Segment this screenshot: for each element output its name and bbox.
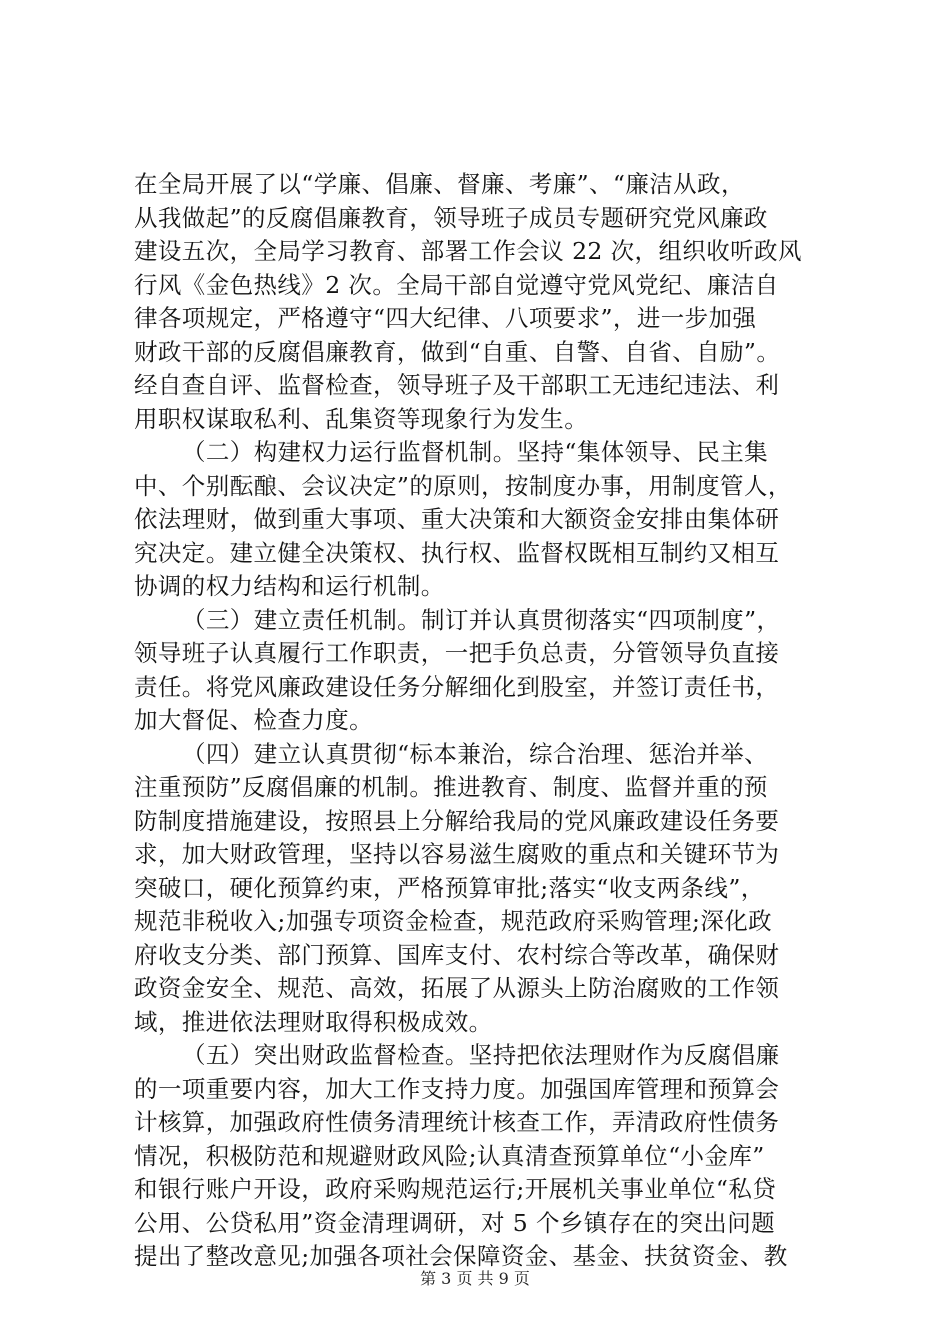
text-line: 突破口，硬化预算约束，严格预算审批;落实“收支两条线”， (134, 873, 765, 902)
text-line: 从我做起”的反腐倡廉教育，领导班子成员专题研究党风廉政 (134, 203, 768, 232)
text-line: 的一项重要内容，加大工作支持力度。加强国库管理和预算会 (134, 1074, 780, 1103)
text-line: 究决定。建立健全决策权、执行权、监督权既相互制约又相互 (134, 538, 780, 567)
paragraph-first-line: （四）建立认真贯彻“标本兼治，综合治理、惩治并举、 (182, 739, 769, 768)
text-line: 中、个别酝酿、会议决定”的原则，按制度办事，用制度管人， (134, 471, 792, 500)
text-line: 注重预防”反腐倡廉的机制。推进教育、制度、监督并重的预 (134, 773, 768, 801)
text-line: 规范非税收入;加强专项资金检查，规范政府采购管理;深化政 (134, 907, 773, 935)
document-body (134, 168, 850, 1274)
paragraph-first-line: （二）构建权力运行监督机制。坚持“集体领导、民主集 (182, 438, 769, 466)
text-line: 计核算，加强政府性债务清理统计核查工作，弄清政府性债务 (134, 1108, 780, 1136)
text-line: 情况，积极防范和规避财政风险;认真清查预算单位“小金库” (134, 1141, 765, 1170)
text-line: 领导班子认真履行工作职责，一把手负总责，分管领导负直接 (134, 639, 780, 667)
paragraph-first-line: （五）突出财政监督检查。坚持把依法理财作为反腐倡廉 (182, 1041, 780, 1069)
text-line: 政资金安全、规范、高效，拓展了从源头上防治腐败的工作领 (134, 974, 780, 1002)
text-line: 求，加大财政管理，坚持以容易滋生腐败的重点和关键环节为 (134, 840, 780, 868)
text-line: 行风《金色热线》2 次。全局干部自觉遵守党风党纪、廉洁自 (134, 270, 779, 299)
text-line: 公用、公贷私用”资金清理调研，对 5 个乡镇存在的突出问题 (134, 1208, 776, 1237)
text-line: 和银行账户开设，政府采购规范运行;开展机关事业单位“私贷 (134, 1175, 777, 1203)
text-line: 协调的权力结构和运行机制。 (134, 572, 445, 600)
text-line: 建设五次，全局学习教育、部署工作会议 22 次，组织收听政风 (134, 237, 802, 265)
page-footer: 第 3 页 共 9 页 (420, 1269, 530, 1288)
text-line: 律各项规定，严格遵守“四大纪律、八项要求”，进一步加强 (134, 304, 757, 332)
text-line: 财政干部的反腐倡廉教育，做到“自重、自警、自省、自励”。 (134, 337, 781, 366)
text-line: 用职权谋取私利、乱集资等现象行为发生。 (134, 404, 589, 433)
paragraph-first-line: （三）建立责任机制。制订并认真贯彻落实“四项制度”， (182, 605, 781, 634)
text-line: 依法理财，做到重大事项、重大决策和大额资金安排由集体研 (134, 505, 780, 533)
text-line: 加大督促、检查力度。 (134, 706, 373, 734)
text-line: 府收支分类、部门预算、国库支付、农村综合等改革，确保财 (134, 940, 780, 969)
text-line: 防制度措施建设，按照县上分解给我局的党风廉政建设任务要 (134, 806, 780, 835)
text-line: 经自查自评、监督检查，领导班子及干部职工无违纪违法、利 (134, 371, 780, 399)
text-line: 在全局开展了以“学廉、倡廉、督廉、考廉”、“廉洁从政， (134, 170, 745, 198)
text-line: 提出了整改意见;加强各项社会保障资金、基金、扶贫资金、教 (134, 1242, 788, 1270)
text-line: 责任。将党风廉政建设任务分解细化到股室，并签订责任书， (134, 672, 780, 701)
text-line: 域，推进依法理财取得积极成效。 (134, 1007, 493, 1036)
